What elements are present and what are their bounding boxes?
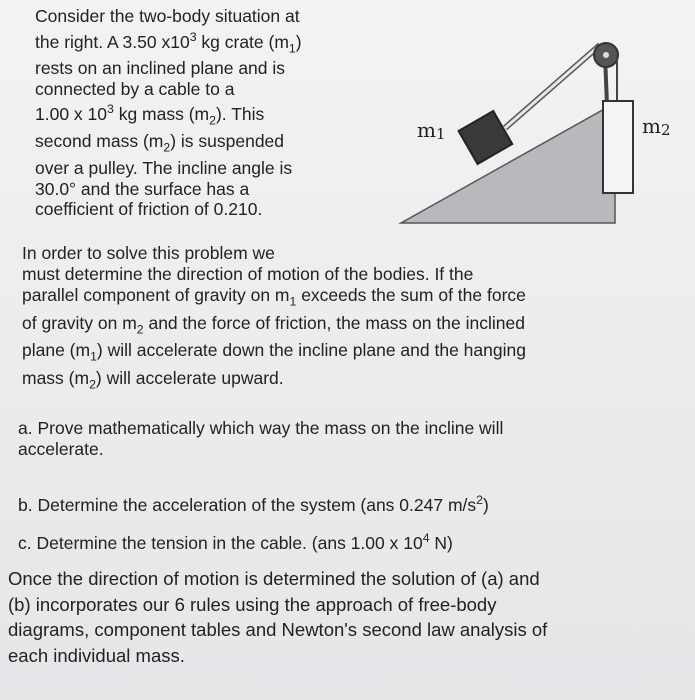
subscript: 2	[209, 113, 216, 128]
text: rests on an inclined plane and is	[35, 58, 286, 79]
subscript: 1	[90, 349, 97, 364]
intro-line	[35, 6, 380, 27]
m1-label: m1	[417, 118, 446, 143]
subscript: 2	[163, 140, 171, 155]
question-a-text: a. Prove mathematically which way the mass on the incline will	[18, 418, 504, 438]
intro-line	[35, 79, 380, 100]
text: the right. A 3.50 x10	[35, 31, 190, 52]
paragraph-line	[22, 285, 682, 313]
incline-pulley-diagram	[395, 25, 695, 235]
superscript: 3	[189, 29, 197, 44]
closing-paragraph	[8, 566, 688, 668]
m2-box	[603, 101, 633, 193]
paragraph-line: Once the direction of motion is determined the solution of (a) and	[8, 568, 540, 589]
m2-label: m2	[642, 114, 671, 139]
intro-line	[35, 179, 380, 200]
superscript: 4	[422, 531, 430, 545]
text: )	[295, 31, 302, 52]
text: ) will accelerate down the incline plane and the hanging	[96, 340, 526, 360]
pulley-hub	[603, 52, 609, 58]
text: Consider the two-body situation at	[35, 6, 300, 26]
text: )	[482, 494, 489, 515]
text: N)	[429, 532, 453, 553]
text: 30.0° and the surface has a	[35, 178, 250, 199]
subscript: 1	[288, 40, 296, 55]
text: ). This	[215, 104, 265, 125]
intro-line	[35, 131, 380, 158]
superscript: 2	[476, 493, 483, 507]
text: second mass (m	[35, 131, 164, 152]
text: 1.00 x 10	[35, 104, 107, 125]
text: parallel component of gravity on m	[22, 285, 290, 305]
cable-inner	[505, 45, 600, 128]
paragraph-line	[22, 313, 682, 341]
text: coefficient of friction of 0.210.	[35, 199, 263, 220]
paragraph-line	[22, 264, 682, 285]
text: over a pulley. The incline angle is	[35, 158, 293, 179]
text: of gravity on m	[22, 312, 137, 333]
text: kg crate (m	[196, 31, 289, 52]
text: ) is suspended	[170, 131, 285, 152]
intro-paragraph	[35, 6, 380, 220]
intro-line	[35, 99, 380, 131]
subscript: 2	[136, 322, 144, 336]
text: plane (m	[22, 340, 91, 360]
paragraph-line: diagrams, component tables and Newton's second law analysis of	[8, 619, 548, 640]
question-b	[18, 490, 489, 516]
question-c-text: c. Determine the tension in the cable. (ans 1.00 x 10	[18, 532, 423, 553]
text: and the force of friction, the mass on the inclined	[143, 312, 525, 333]
paragraph-line	[22, 340, 682, 368]
subscript: 1	[289, 294, 297, 309]
question-a-text-continued: accelerate.	[18, 439, 104, 459]
question-c	[18, 528, 453, 554]
question-a	[18, 418, 503, 460]
intro-line	[35, 58, 380, 79]
text: exceeds the sum of the force	[296, 285, 526, 305]
intro-line	[35, 27, 380, 59]
paragraph-line: (b) incorporates our 6 rules using the approach of free-body	[8, 593, 497, 615]
explanation-paragraph	[22, 243, 682, 395]
subscript: 2	[89, 377, 96, 391]
paragraph-line	[22, 243, 682, 264]
text: mass (m	[22, 367, 90, 388]
paragraph-line: each individual mass.	[8, 644, 185, 666]
intro-line	[35, 199, 380, 220]
text: In order to solve this problem we	[22, 243, 275, 263]
text: kg mass (m	[113, 104, 210, 125]
text: must determine the direction of motion of the bodies. If the	[22, 264, 474, 284]
question-b-text: b. Determine the acceleration of the system (ans 0.247 m/s	[18, 494, 477, 515]
paragraph-line	[22, 368, 682, 396]
m1-block	[459, 111, 513, 164]
text: ) will accelerate upward.	[95, 367, 284, 388]
superscript: 3	[107, 102, 114, 117]
text: connected by a cable to a	[35, 78, 235, 99]
intro-line	[35, 158, 380, 179]
